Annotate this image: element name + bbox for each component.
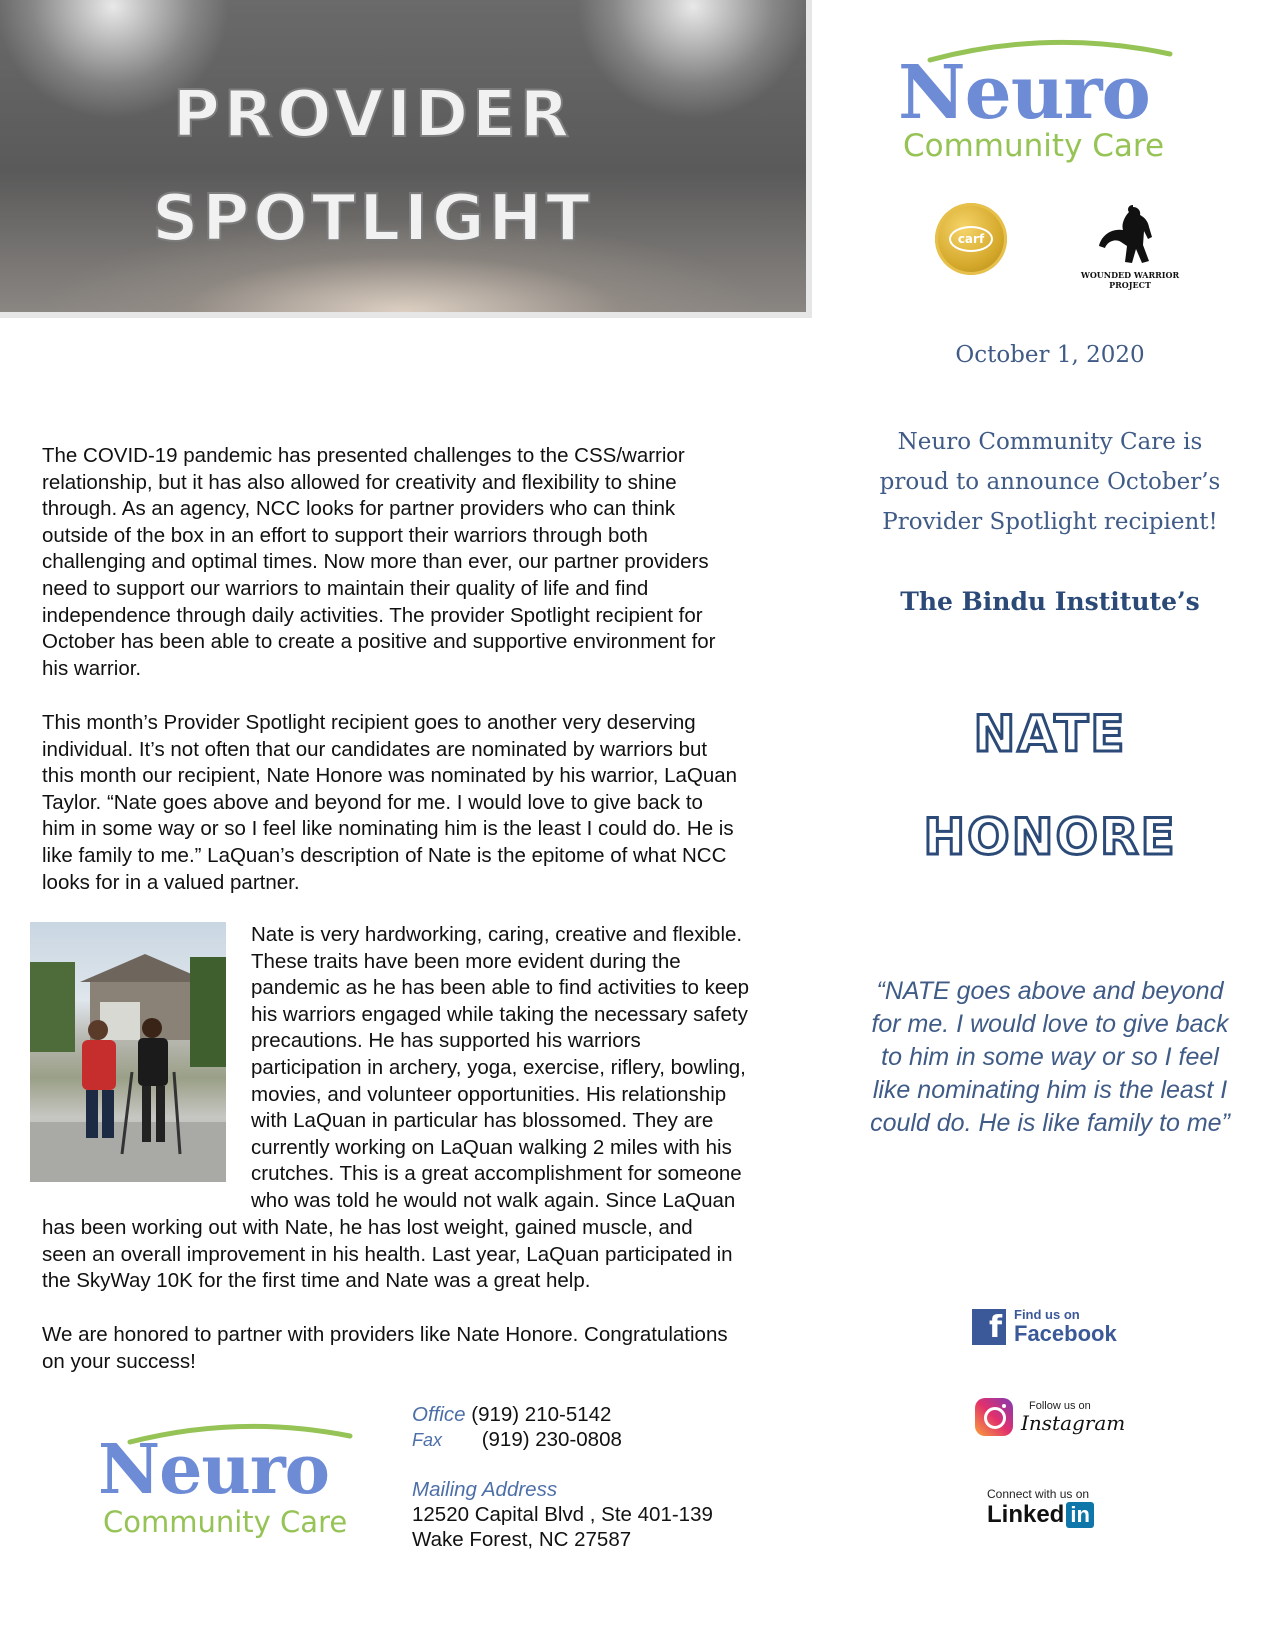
article-line: has been working out with Nate, he has lost weight, gained muscle, and <box>42 1216 693 1239</box>
announcement <box>850 422 1250 542</box>
linkedin-link[interactable] <box>987 1487 1094 1529</box>
quote-line: to him in some way or so I feel <box>881 1043 1219 1071</box>
article-line: his warriors engaged while taking the necessary safety <box>251 1002 748 1026</box>
instagram-icon <box>975 1398 1013 1436</box>
wwp-text-line2: PROJECT <box>1109 280 1151 290</box>
fax-phone: (919) 230-0808 <box>481 1428 622 1451</box>
article-line: need to support our warriors to maintain their quality of life and find <box>42 576 649 600</box>
nate-and-laquan-photo <box>30 922 226 1182</box>
article-paragraph-3-continued <box>42 1215 733 1295</box>
article-line: with LaQuan in particular has blossomed. They are <box>251 1109 714 1133</box>
article-line: seen an overall improvement in his health. Last year, LaQuan participated in <box>42 1242 733 1266</box>
issue-date: October 1, 2020 <box>955 342 1145 368</box>
article-line: participation in archery, yoga, exercise, riflery, bowling, <box>251 1055 746 1079</box>
article-line: this month our recipient, Nate Honore was nominated by his warrior, LaQuan <box>42 764 738 788</box>
article-line: October has been able to create a positive and supportive environment for <box>42 630 716 654</box>
announcement-line: Provider Spotlight recipient! <box>882 509 1218 535</box>
article-line: him in some way or so I feel like nominating him is the least I could do. He is <box>42 817 734 841</box>
linkedin-small-text: Connect with us on <box>987 1487 1090 1501</box>
office-label: Office <box>412 1403 466 1426</box>
linkedin-big-text: Linked <box>987 1501 1065 1528</box>
article-line: outside of the box in an effort to support their warriors through both <box>42 523 648 547</box>
institute-name: The Bindu Institute’s <box>900 587 1200 616</box>
office-row <box>412 1402 713 1427</box>
logo-neuro-text: Neuro <box>98 1430 330 1510</box>
fax-row <box>412 1427 713 1453</box>
announcement-line: Neuro Community Care is <box>897 429 1203 455</box>
article-line: movies, and volunteer opportunities. His relationship <box>251 1082 727 1106</box>
facebook-big-text: Facebook <box>1014 1321 1117 1346</box>
article-line: The COVID-19 pandemic has presented challenges to the CSS/warrior <box>42 444 685 467</box>
recipient-last-name: HONORE <box>923 808 1177 866</box>
linkedin-icon: in <box>1066 1502 1094 1528</box>
address-line-1: 12520 Capital Blvd , Ste 401-139 <box>412 1503 713 1526</box>
wounded-warrior-logo <box>1075 203 1185 288</box>
photo-scene-icon <box>30 922 226 1182</box>
hero-title-line2: SPOTLIGHT <box>152 182 594 256</box>
carf-badge <box>935 203 1007 275</box>
article-line: This month’s Provider Spotlight recipient goes to another very deserving <box>42 711 696 734</box>
facebook-link[interactable] <box>972 1308 1117 1346</box>
article-line: looks for in a valued partner. <box>42 870 300 894</box>
article-line: precautions. He has supported his warriors <box>251 1029 641 1053</box>
article-line: the SkyWay 10K for the first time and Nate was a great help. <box>42 1269 591 1293</box>
carf-badge-label: carf <box>957 232 985 246</box>
article-line: Taylor. “Nate goes above and beyond for me. I would love to give back to <box>42 790 703 814</box>
logo-neuro-text: Neuro <box>898 50 1150 136</box>
hero-title-line1: PROVIDER <box>172 78 574 152</box>
wwp-text-line1: WOUNDED WARRIOR <box>1080 270 1180 280</box>
instagram-big-text: Instagram <box>1021 1411 1126 1435</box>
instagram-small-text: Follow us on <box>1029 1400 1091 1412</box>
quote-line: could do. He is like family to me” <box>870 1109 1230 1137</box>
hero-banner <box>0 0 812 318</box>
spotlight-stage-image <box>0 0 806 312</box>
article-line: on your success! <box>42 1349 196 1373</box>
quote-line: like nominating him is the least I <box>872 1076 1228 1104</box>
logo-community-care-text: Community Care <box>903 128 1165 164</box>
address-line-2: Wake Forest, NC 27587 <box>412 1528 632 1551</box>
warrior-quote <box>850 975 1250 1140</box>
article-line: like family to me.” LaQuan’s description of Nate is the epitome of what NCC <box>42 843 727 867</box>
instagram-link[interactable] <box>975 1398 1125 1436</box>
article-line: individual. It’s not often that our candidates are nominated by warriors but <box>42 737 708 761</box>
article-line: his warrior. <box>42 656 142 680</box>
article-line: independence through daily activities. The provider Spotlight recipient for <box>42 603 703 627</box>
office-phone[interactable]: (919) 210-5142 <box>471 1403 612 1426</box>
facebook-icon: f <box>972 1309 1006 1345</box>
facebook-small-text: Find us on <box>1014 1307 1080 1322</box>
article-line: relationship, but it has also allowed for creativity and flexibility to shine <box>42 470 677 494</box>
logo-community-care-text: Community Care <box>103 1505 348 1539</box>
article-line: crutches. This is a great accomplishment for someone <box>251 1162 742 1186</box>
article-line: Nate is very hardworking, caring, creative and flexible. <box>251 923 743 946</box>
article-line: who was told he would not walk again. Since LaQuan <box>251 1188 736 1212</box>
article-line: through. As an agency, NCC looks for partner providers who can think <box>42 497 676 521</box>
wounded-warrior-silhouette-icon <box>1075 203 1185 265</box>
article-paragraph-4 <box>42 1322 728 1375</box>
article-line: We are honored to partner with providers like Nate Honore. Congratulations <box>42 1323 728 1346</box>
article-paragraph-1 <box>42 443 716 682</box>
recipient-first-name: NATE <box>973 705 1127 763</box>
article-line: pandemic as he has been able to find activities to keep <box>251 976 750 1000</box>
article-paragraph-3-wrapped <box>251 922 749 1215</box>
article-line: challenging and optimal times. Now more than ever, our partner providers <box>42 550 709 574</box>
announcement-line: proud to announce October’s <box>879 469 1221 495</box>
article-paragraph-2 <box>42 710 737 896</box>
article-line: currently working on LaQuan walking 2 miles with his <box>251 1135 732 1159</box>
mailing-label: Mailing Address <box>412 1478 558 1501</box>
quote-line: for me. I would love to give back <box>871 1010 1229 1038</box>
contact-block <box>412 1402 713 1552</box>
quote-line: “NATE goes above and beyond <box>876 977 1224 1005</box>
article-line: These traits have been more evident during the <box>251 949 681 973</box>
fax-label: Fax <box>412 1430 443 1450</box>
